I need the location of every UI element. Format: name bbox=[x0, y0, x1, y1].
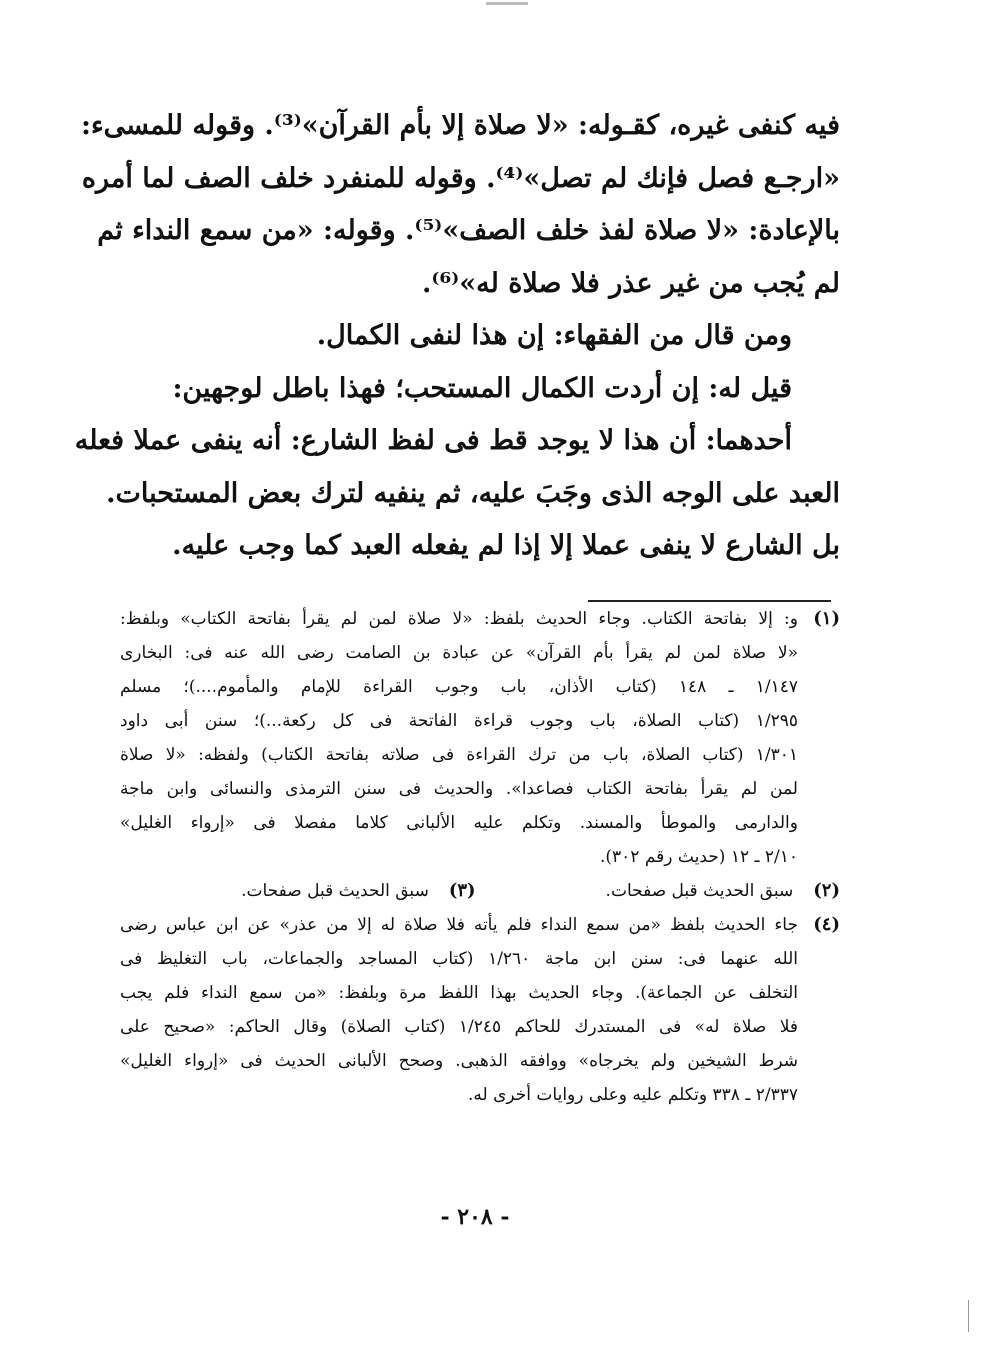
footnote-number: (١) bbox=[813, 608, 840, 629]
page-number: - ٢٠٨ - bbox=[440, 1204, 510, 1230]
top-scan-mark bbox=[486, 2, 528, 5]
footnote-line: التخلف عن الجماعة). وجاء الحديث بهذا اللفظ مرة وبلفظ: «من سمع النداء فلم يجب bbox=[120, 983, 798, 1003]
scan-edge-mark bbox=[968, 1300, 969, 1332]
footnote-number: (٤) bbox=[813, 914, 840, 935]
body-line: لم يُجب من غير عذر فلا صلاة له»⁽⁶⁾. bbox=[421, 267, 840, 299]
footnote-line: ١/٣٠١ (كتاب الصلاة، باب من ترك القراءة فى صلاته بفاتحة الكتاب) ولفظه: «لا صلاة bbox=[120, 745, 798, 765]
footnote-line: لمن لم يقرأ بفاتحة الكتاب فصاعدا». والحديث فى سنن الترمذى والنسائى وابن ماجة bbox=[120, 779, 798, 799]
body-line: بل الشارع لا ينفى عملا إلا إذا لم يفعله العبد كما وجب عليه. bbox=[172, 530, 840, 561]
footnote-2-text: سبق الحديث قبل صفحات. bbox=[605, 881, 794, 901]
footnote-line: والدارمى والموطأ والمسند. وتكلم عليه الألبانى كلاما مفصلا فى «إرواء الغليل» bbox=[120, 813, 798, 833]
body-line: العبد على الوجه الذى وجَبَ عليه، ثم ينفيه لترك بعض المستحبات. bbox=[106, 477, 840, 509]
body-line: بالإعادة: «لا صلاة لفذ خلف الصف»⁽⁵⁾. وقوله: «من سمع النداء ثم bbox=[97, 215, 840, 246]
main-text bbox=[74, 100, 840, 573]
body-line: أحدهما: أن هذا لا يوجد قط فى لفظ الشارع: أنه ينفى عملا فعله bbox=[74, 425, 792, 456]
footnote-number: (٢) bbox=[813, 880, 840, 901]
footnote-line: ٢/٣٣٧ ـ ٣٣٨ وتكلم عليه وعلى روايات أخرى له. bbox=[467, 1085, 798, 1105]
footnote-line: و: إلا بفاتحة الكتاب. وجاء الحديث بلفظ: «لا صلاة لمن لم يقرأ بفاتحة الكتاب» وبلفظ: bbox=[120, 609, 798, 629]
footnote-line: جاء الحديث بلفظ «من سمع النداء فلم يأته فلا صلاة له إلا من عذر» عن ابن عباس رضى bbox=[120, 915, 798, 935]
body-line: ومن قال من الفقهاء: إن هذا لنفى الكمال. bbox=[316, 320, 792, 351]
footnote-4 bbox=[120, 908, 840, 1112]
footnotes-2-3 bbox=[120, 874, 840, 908]
footnote-3-text: سبق الحديث قبل صفحات. bbox=[241, 881, 429, 901]
body-line: «ارجـع فصل فإنك لم تصل»⁽⁴⁾. وقوله للمنفرد خلف الصف لما أمره bbox=[81, 162, 840, 194]
body-line: فيه كنفى غيره، كقـوله: «لا صلاة إلا بأم القرآن»⁽³⁾. وقوله للمسىء: bbox=[80, 110, 840, 141]
footnote-line: ١/١٤٧ ـ ١٤٨ (كتاب الأذان، باب وجوب القراءة للإمام والمأموم....)؛ مسلم bbox=[120, 677, 798, 697]
footnotes bbox=[120, 602, 840, 1112]
footnote-line: ١/٢٩٥ (كتاب الصلاة، باب وجوب قراءة الفاتحة فى كل ركعة...)؛ سنن أبى داود bbox=[120, 711, 798, 731]
footnote-line: الله عنهما فى: سنن ابن ماجة ١/٢٦٠ (كتاب المساجد والجماعات، باب التغليظ فى bbox=[120, 949, 798, 969]
body-line: قيل له: إن أردت الكمال المستحب؛ فهذا باطل لوجهين: bbox=[172, 372, 792, 404]
footnote-line: فلا صلاة له» فى المستدرك للحاكم ١/٢٤٥ (كتاب الصلاة) وقال الحاكم: «صحيح على bbox=[120, 1017, 798, 1037]
footnote-line: ٢/١٠ ـ ١٢ (حديث رقم ٣٠٢). bbox=[600, 847, 798, 867]
footnote-1 bbox=[120, 602, 840, 874]
footnote-number: (٣) bbox=[448, 880, 476, 901]
footnote-line: «لا صلاة لمن لم يقرأ بأم القرآن» عن عبادة بن الصامت رضى الله عنه فى: البخارى bbox=[120, 643, 798, 663]
footnote-line: شرط الشيخين ولم يخرجاه» ووافقه الذهبى. وصحح الألبانى الحديث فى «إرواء الغليل» bbox=[120, 1051, 798, 1071]
